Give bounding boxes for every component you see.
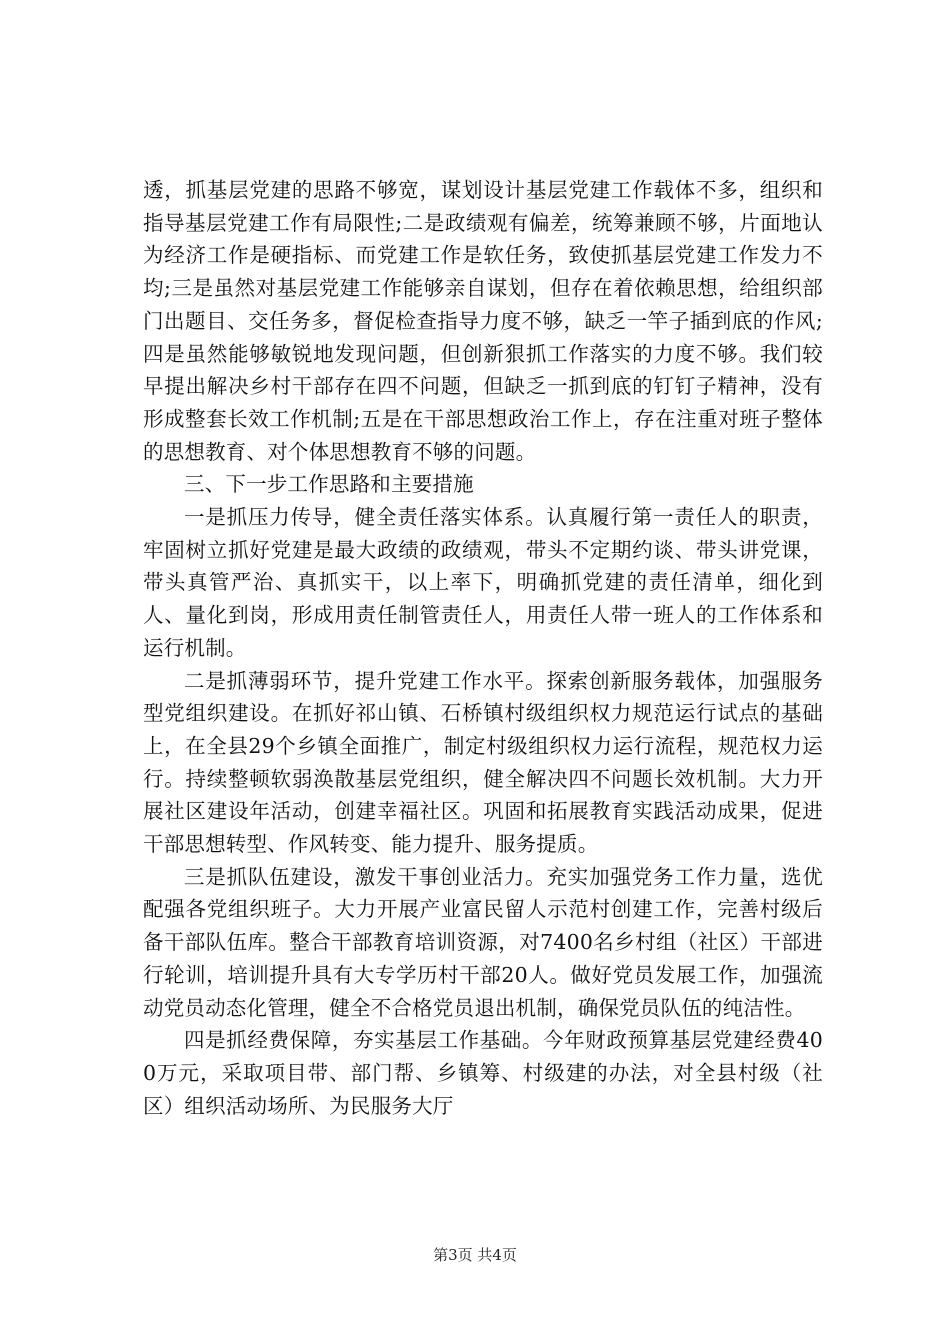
document-body (143, 174, 823, 1122)
paragraph-measure-2: 二是抓薄弱环节，提升党建工作水平。探索创新服务载体，加强服务型党组织建设。在抓好祁山镇、石桥镇村级组织权力规范运行试点的基础上，在全县29个乡镇全面推广，制定村级组织权力运行流程，规范权力运行。持续整顿软弱涣散基层党组织，健全解决四不问题长效机制。大力开展社区建设年活动，创建幸福社区。巩固和拓展教育实践活动成果，促进干部思想转型、作风转变、能力提升、服务提质。 (143, 668, 823, 857)
paragraph-measure-3: 三是抓队伍建设，激发干事创业活力。充实加强党务工作力量，选优配强各党组织班子。大力开展产业富民留人示范村创建工作，完善村级后备干部队伍库。整合干部教育培训资源，对7400名乡村组（社区）干部进行轮训，培训提升具有大专学历村干部20人。做好党员发展工作，加强流动党员动态化管理，健全不合格党员退出机制，确保党员队伍的纯洁性。 (143, 864, 823, 1020)
paragraph-measure-4: 四是抓经费保障，夯实基层工作基础。今年财政预算基层党建经费400万元，采取项目带、部门帮、乡镇筹、村级建的办法，对全县村级（社区）组织活动场所、为民服务大厅 (143, 1028, 823, 1118)
paragraph-measure-1: 一是抓压力传导，健全责任落实体系。认真履行第一责任人的职责，牢固树立抓好党建是最大政绩的政绩观，带头不定期约谈、带头讲党课，带头真管严治、真抓实干，以上率下，明确抓党建的责任清单，细化到人、量化到岗，形成用责任制管责任人，用责任人带一班人的工作体系和运行机制。 (143, 505, 823, 660)
paragraph-continuation: 透，抓基层党建的思路不够宽，谋划设计基层党建工作载体不多，组织和指导基层党建工作有局限性;二是政绩观有偏差，统筹兼顾不够，片面地认为经济工作是硬指标、而党建工作是软任务，致使抓基层党建工作发力不均;三是虽然对基层党建工作能够亲自谋划，但存在着依赖思想，给组织部门出题目、交任务多，督促检查指导力度不够，缺乏一竿子插到底的作风;四是虽然能够敏锐地发现问题，但创新狠抓工作落实的力度不够。我们较早提出解决乡村干部存在四不问题，但缺乏一抓到底的钉钉子精神，没有形成整套长效工作机制;五是在干部思想政治工作上，存在注重对班子整体的思想教育、对个体思想教育不够的问题。 (143, 178, 823, 464)
page-number-footer: 第3页 共4页 (433, 1246, 517, 1264)
section-heading: 三、下一步工作思路和主要措施 (184, 472, 474, 497)
